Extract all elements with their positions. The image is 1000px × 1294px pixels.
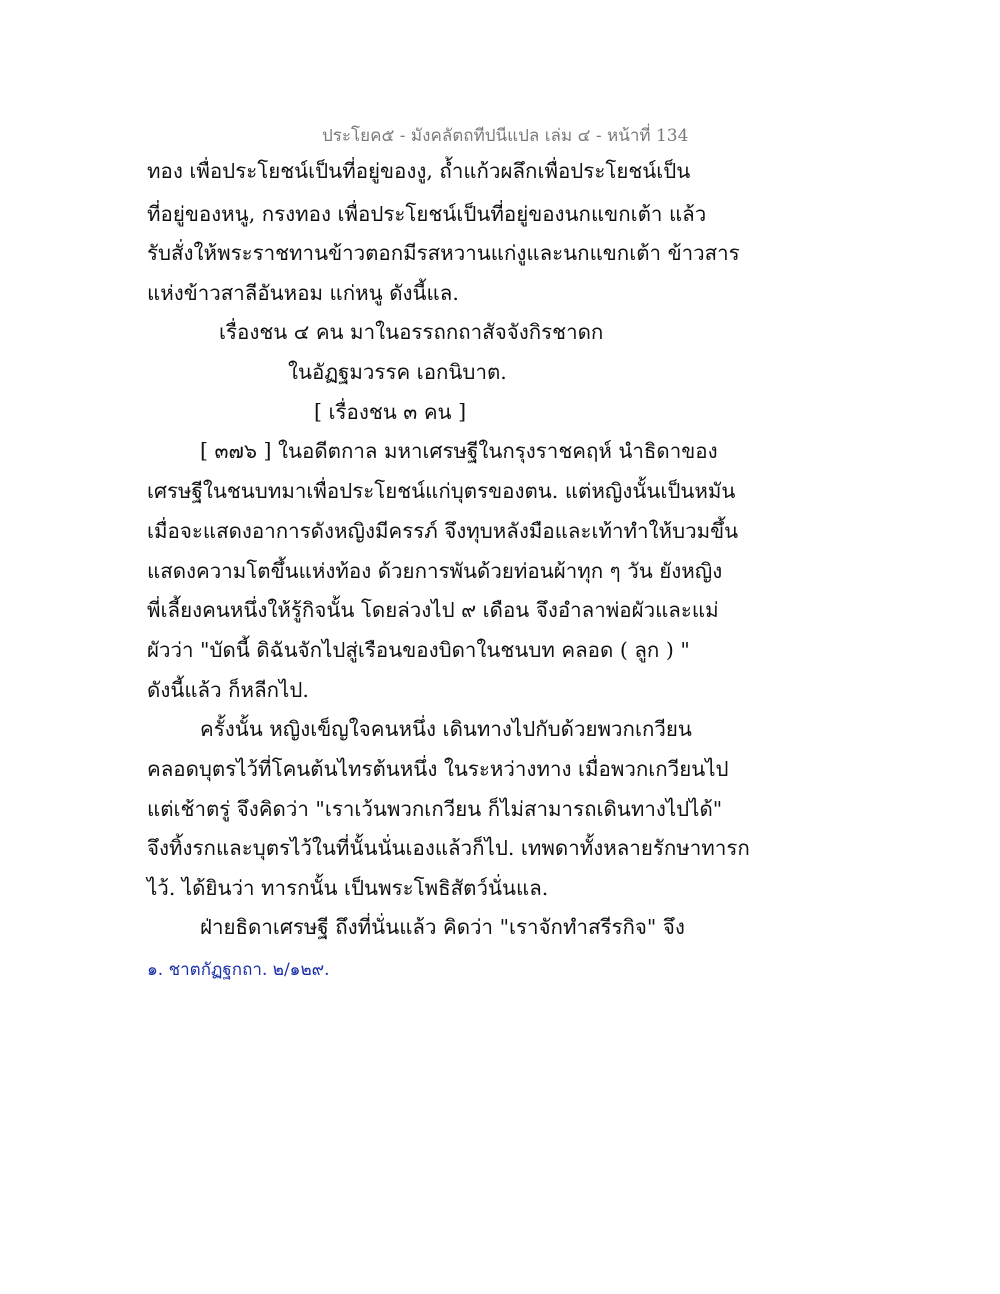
body-line: แสดงความโตขึ้นแห่งท้อง ด้วยการพันด้วยท่อนผ้าทุก ๆ วัน ยังหญิง bbox=[147, 559, 723, 583]
body-line: คลอดบุตรไว้ที่โคนต้นไทรต้นหนึ่ง ในระหว่างทาง เมื่อพวกเกวียนไป bbox=[147, 757, 729, 781]
body-line: แต่เช้าตรู่ จึงคิดว่า "เราเว้นพวกเกวียน ก็ไม่สามารถเดินทางไปได้" bbox=[147, 797, 723, 821]
section-subheading: ในอัฏฐมวรรค เอกนิบาต. bbox=[288, 360, 507, 384]
body-line: ที่อยู่ของหนู, กรงทอง เพื่อประโยชน์เป็นที่อยู่ของนกแขกเต้า แล้ว bbox=[147, 202, 707, 226]
body-line: รับสั่งให้พระราชทานข้าวตอกมีรสหวานแก่งูและนกแขกเต้า ข้าวสาร bbox=[147, 241, 740, 265]
body-line: ไว้. ได้ยินว่า ทารกนั้น เป็นพระโพธิสัตว์นั่นแล. bbox=[147, 876, 549, 900]
running-header: ประโยค๕ - มังคลัตถทีปนีแปล เล่ม ๔ - หน้าที่ 134 bbox=[322, 126, 689, 146]
body-line: ผัวว่า "บัดนี้ ดิฉันจักไปสู่เรือนของบิดาในชนบท คลอด ( ลูก ) " bbox=[147, 638, 690, 662]
paragraph-start: [ ๓๗๖ ] ในอดีตกาล มหาเศรษฐีในกรุงราชคฤห์ นำธิดาของ bbox=[200, 439, 718, 463]
story-title: [ เรื่องชน ๓ คน ] bbox=[314, 400, 467, 424]
body-line: เศรษฐีในชนบทมาเพื่อประโยชน์แก่บุตรของตน. แต่หญิงนั้นเป็นหมัน bbox=[147, 479, 736, 503]
body-line: พี่เลี้ยงคนหนึ่งให้รู้กิจนั้น โดยล่วงไป ๙ เดือน จึงอำลาพ่อผัวและแม่ bbox=[147, 598, 719, 622]
paragraph-start: ครั้งนั้น หญิงเข็ญใจคนหนึ่ง เดินทางไปกับด้วยพวกเกวียน bbox=[200, 717, 692, 741]
body-line: ทอง เพื่อประโยชน์เป็นที่อยู่ของงู, ถ้ำแก้วผลึกเพื่อประโยชน์เป็น bbox=[147, 159, 691, 183]
paragraph-start: ฝ่ายธิดาเศรษฐี ถึงที่นั่นแล้ว คิดว่า "เราจักทำสรีรกิจ" จึง bbox=[200, 915, 685, 939]
body-line: ดังนี้แล้ว ก็หลีกไป. bbox=[147, 678, 309, 702]
body-line: แห่งข้าวสาลีอันหอม แก่หนู ดังนี้แล. bbox=[147, 281, 459, 305]
footnote: ๑. ชาตกัฏฐกถา. ๒/๑๒๙. bbox=[147, 960, 330, 980]
body-line: จึงทิ้งรกและบุตรไว้ในที่นั้นนั่นเองแล้วก็ไป. เทพดาทั้งหลายรักษาทารก bbox=[147, 836, 750, 860]
body-line: เมื่อจะแสดงอาการดังหญิงมีครรภ์ จึงทุบหลังมือและเท้าทำให้บวมขึ้น bbox=[147, 519, 739, 543]
section-heading: เรื่องชน ๔ คน มาในอรรถกถาสัจจังกิรชาดก bbox=[219, 320, 604, 344]
